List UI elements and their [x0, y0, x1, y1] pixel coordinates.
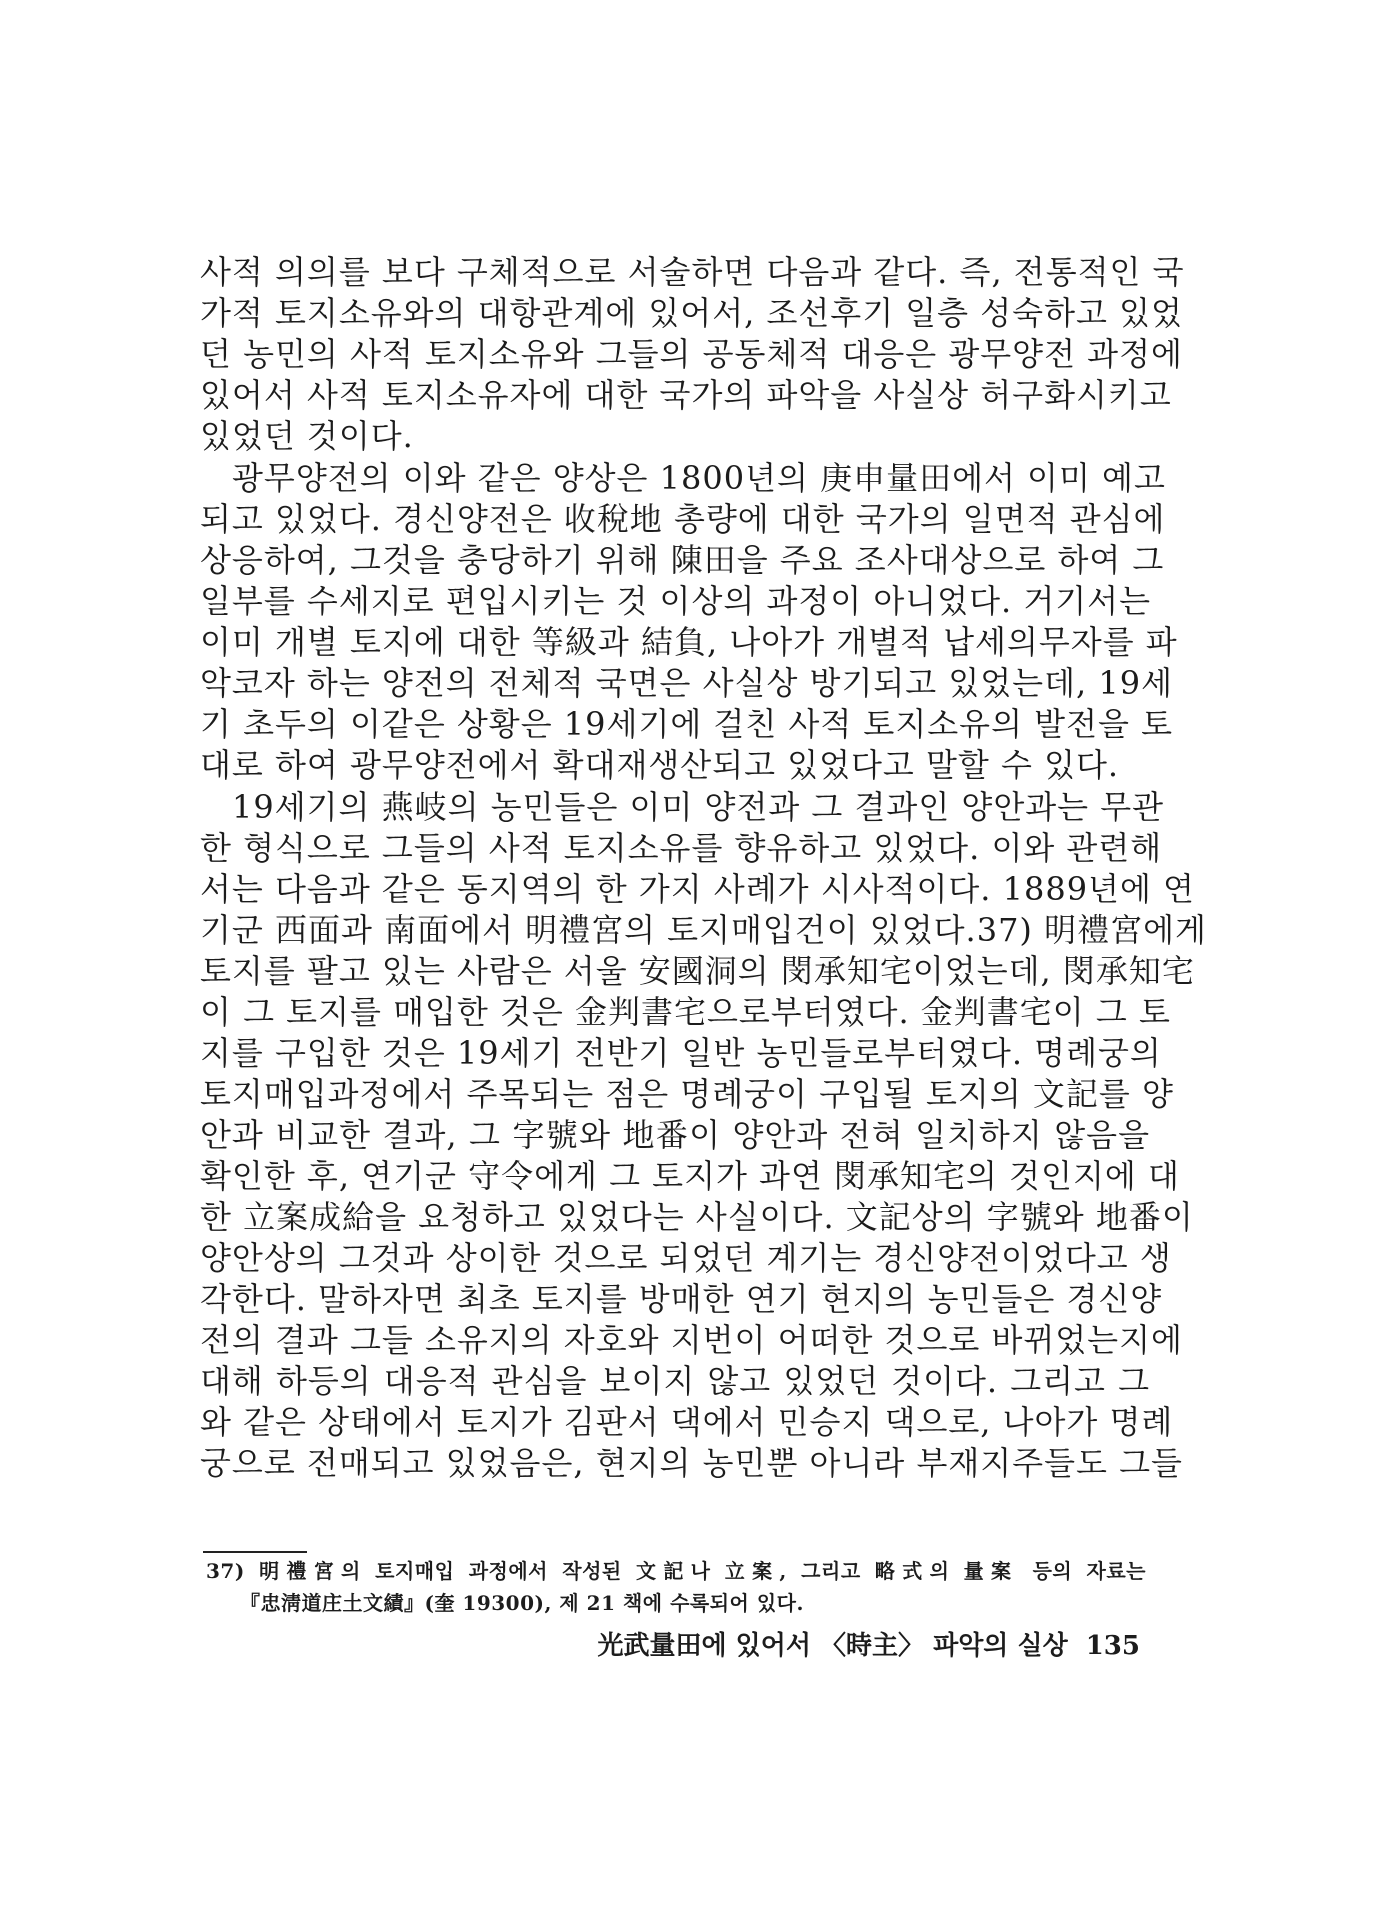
body-line: 이미 개별 토지에 대한 等級과 結負, 나아가 개별적 납세의무자를 파 [200, 623, 1178, 661]
body-line: 확인한 후, 연기군 守令에게 그 토지가 과연 閔承知宅의 것인지에 대 [200, 1157, 1180, 1195]
body-line: 전의 결과 그들 소유지의 자호와 지번이 어떠한 것으로 바뀌었는지에 [200, 1321, 1183, 1359]
body-line: 서는 다음과 같은 동지역의 한 가지 사례가 시사적이다. 1889년에 연 [200, 870, 1195, 908]
body-line: 사적 의의를 보다 구체적으로 서술하면 다음과 같다. 즉, 전통적인 국 [200, 253, 1185, 291]
body-line: 악코자 하는 양전의 전체적 국면은 사실상 방기되고 있었는데, 19세 [200, 664, 1173, 702]
body-line: 광무양전의 이와 같은 양상은 1800년의 庚申量田에서 이미 예고 [232, 459, 1166, 497]
page-number: 135 [1085, 1631, 1140, 1661]
body-line: 대해 하등의 대응적 관심을 보이지 않고 있었던 것이다. 그리고 그 [200, 1362, 1150, 1400]
body-line: 되고 있었다. 경신양전은 收稅地 총량에 대한 국가의 일면적 관심에 [200, 500, 1166, 538]
running-footer-title: 光武量田에 있어서 〈時主〉 파악의 실상 [597, 1631, 1068, 1661]
body-line: 토지를 팔고 있는 사람은 서울 安國洞의 閔承知宅이었는데, 閔承知宅 [200, 952, 1195, 990]
footnote-line: 37) 明禮宮의 토지매입 과정에서 작성된 文記나 立案, 그리고 略式의 量案 등의 자료는 [206, 1559, 1146, 1583]
body-line: 일부를 수세지로 편입시키는 것 이상의 과정이 아니었다. 거기서는 [200, 582, 1152, 620]
body-line: 양안상의 그것과 상이한 것으로 되었던 계기는 경신양전이었다고 생 [200, 1239, 1172, 1277]
footnote-line: 『忠淸道庄土文績』(奎 19300), 제 21 책에 수록되어 있다. [240, 1591, 804, 1615]
body-line: 궁으로 전매되고 있었음은, 현지의 농민뿐 아니라 부재지주들도 그들 [200, 1444, 1183, 1482]
body-line: 19세기의 燕岐의 농민들은 이미 양전과 그 결과인 양안과는 무관 [232, 788, 1165, 826]
footnote-divider [203, 1551, 307, 1553]
body-line: 대로 하여 광무양전에서 확대재생산되고 있었다고 말할 수 있다. [200, 746, 1120, 784]
body-line: 각한다. 말하자면 최초 토지를 방매한 연기 현지의 농민들은 경신양 [200, 1280, 1163, 1318]
body-line: 상응하여, 그것을 충당하기 위해 陳田을 주요 조사대상으로 하여 그 [200, 541, 1165, 579]
body-line: 안과 비교한 결과, 그 字號와 地番이 양안과 전혀 일치하지 않음을 [200, 1116, 1150, 1154]
running-footer [580, 1628, 1140, 1664]
body-line: 기군 西面과 南面에서 明禮宮의 토지매입건이 있었다.37) 明禮宮에게 [200, 911, 1207, 949]
body-line: 한 立案成給을 요청하고 있었다는 사실이다. 文記상의 字號와 地番이 [200, 1198, 1194, 1236]
body-line: 기 초두의 이같은 상황은 19세기에 걸친 사적 토지소유의 발전을 토 [200, 705, 1173, 743]
body-line: 와 같은 상태에서 토지가 김판서 댁에서 민승지 댁으로, 나아가 명례 [200, 1403, 1174, 1441]
body-line: 있어서 사적 토지소유자에 대한 국가의 파악을 사실상 허구화시키고 [200, 376, 1172, 414]
body-line: 한 형식으로 그들의 사적 토지소유를 향유하고 있었다. 이와 관련해 [200, 829, 1163, 867]
body-line: 토지매입과정에서 주목되는 점은 명례궁이 구입될 토지의 文記를 양 [200, 1075, 1174, 1113]
body-line: 이 그 토지를 매입한 것은 金判書宅으로부터였다. 金判書宅이 그 토 [200, 993, 1171, 1031]
body-line: 지를 구입한 것은 19세기 전반기 일반 농민들로부터였다. 명례궁의 [200, 1034, 1162, 1072]
body-line: 가적 토지소유와의 대항관계에 있어서, 조선후기 일층 성숙하고 있었 [200, 294, 1183, 332]
body-line: 있었던 것이다. [200, 417, 414, 455]
body-line: 던 농민의 사적 토지소유와 그들의 공동체적 대응은 광무양전 과정에 [200, 335, 1183, 373]
